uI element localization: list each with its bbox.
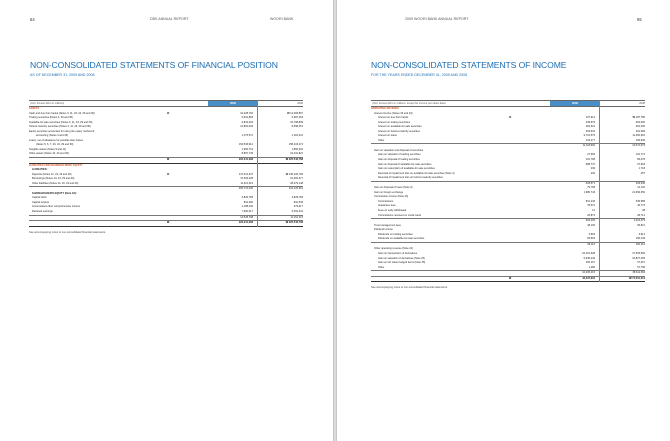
row-label: Borrowings (Notes 13, 24, 29 and 30): [32, 177, 75, 181]
value-2008: 481,296: [635, 125, 645, 129]
row-label: Gain on fair value hedged items (Note 25): [378, 261, 426, 265]
value-2009: 249,579: [585, 120, 595, 124]
row-label: Gain on redemption of available-for-sale securities: [378, 167, 435, 171]
value-2008: 57,796: [637, 265, 645, 269]
row-label: Interest on available-for-sale securities: [378, 125, 422, 129]
row-label: Gain on transactions of derivatives: [378, 251, 418, 255]
page-number: 64: [30, 17, 35, 22]
row-label: Gain on disposal of trading securities: [378, 158, 420, 162]
row-label: Cash and due from banks (Notes 3, 11, 23, 24, 29 and 30): [29, 111, 95, 115]
value-2008: ₩ 74,501,216: [629, 276, 645, 280]
row-label: Other: [378, 138, 385, 142]
value-2008: ₩ 225,546,788: [285, 221, 303, 225]
value-2008: 196,936: [635, 138, 645, 142]
value-2009: 454,632: [585, 129, 595, 133]
value-2008: ₩ 14,483,867: [287, 111, 303, 115]
row-label: Gain on valuation of trading securities: [378, 153, 421, 157]
row-label: Interest on held-to-maturity securities: [378, 129, 420, 133]
value-2009: 6,691,893: [241, 116, 253, 120]
value-2008: 13,072,973: [632, 144, 645, 148]
statement-subtitle: AS OF DECEMBER 31, 2009 AND 2008: [30, 73, 95, 77]
value-2008: 28,479,148: [290, 181, 303, 185]
row-label: Commissions received on credit cards: [378, 213, 422, 217]
row-label: Deposits (Notes 12, 24, 29 and 30): [32, 172, 72, 176]
row-label: Other: [378, 265, 385, 269]
value-2009: 239: [590, 167, 595, 171]
row-label: Equity securities accounted for using the equity method of: [29, 129, 95, 133]
value-2009: 10,028,766: [240, 111, 253, 115]
row-label: Other assets (Notes 10, 24 and 29): [29, 152, 69, 156]
value-2008: 28,712: [637, 213, 645, 217]
value-2009: 48,106: [587, 223, 595, 227]
row-label: Reversal of impairment loss on available-for-sale securities (Note 4): [378, 171, 455, 175]
table-body: [371, 107, 645, 282]
value-2009: 69,116: [587, 242, 595, 246]
statement-title: NON-CONSOLIDATED STATEMENTS OF INCOME: [371, 60, 567, 70]
value-2008: ₩ 225,546,788: [285, 158, 303, 162]
row-label: Other operating revenue (Note 24): [374, 247, 413, 251]
value-2008: 14,102: [637, 186, 645, 190]
value-2009: 147,041,347: [238, 172, 253, 176]
value-2008: 679,617: [293, 205, 303, 209]
statement-subtitle: FOR THE YEARS ENDED DECEMBER 31, 2009 AND 2008: [371, 73, 468, 77]
row-label: Interest on trading securities: [378, 120, 410, 124]
currency-symbol: ₩: [509, 117, 512, 120]
current-year-column-rule: [599, 100, 600, 282]
value-2009: 810,260: [243, 200, 253, 204]
value-2009: 222,241,398: [238, 221, 253, 225]
value-2008: 67,963: [637, 162, 645, 166]
row-label: Other liabilities (Notes 14, 16, 24 and 29): [32, 181, 79, 185]
row-label: Capital surplus: [32, 200, 49, 204]
value-2009: 3,553: [588, 232, 595, 236]
statement-title: NON-CONSOLIDATED STATEMENTS OF FINANCIAL POSITION: [30, 60, 278, 70]
column-header-2009: 2009: [550, 101, 600, 106]
value-2008: 8,058,451: [291, 125, 303, 129]
value-2008: ₩ 136,100,796: [285, 172, 303, 176]
value-2009: 154,533,912: [238, 143, 253, 147]
value-2008: 6,687,463: [291, 116, 303, 120]
currency-symbol: ₩: [509, 277, 512, 280]
value-2008: 11,151,215: [290, 215, 303, 219]
value-2008: 6,302,431: [291, 210, 303, 214]
row-label: Gain on disposal of available-for-sale securities: [378, 162, 432, 166]
table-header: [371, 100, 645, 107]
row-label: Reversal of impairment loss on held-to-maturity securities: [378, 176, 443, 180]
row-label: Dividend income: [374, 228, 393, 232]
value-2008: 57,467: [637, 261, 645, 265]
row-label: Available-for-sale securities (Notes 4, 11, 23, 29 and 30): [29, 120, 93, 124]
value-2008: 810,545: [293, 200, 303, 204]
income-statement-table: [371, 100, 645, 282]
value-2008: 1,181,641: [291, 134, 303, 138]
row-label: Accumulated other comprehensive income: [32, 205, 81, 209]
value-2008: 639,586: [635, 199, 645, 203]
row-label: Gain on foreign exchange: [374, 190, 404, 194]
value-2009: 119,277: [585, 138, 595, 142]
value-2009: 1,280: [588, 265, 595, 269]
row-label: Fees on early withdrawal: [378, 209, 407, 213]
table-row: [29, 220, 303, 227]
value-2009: 101,768: [585, 158, 595, 162]
value-2009: 1,275,572: [241, 134, 253, 138]
value-2009: 16,405,215: [582, 271, 595, 275]
row-label: Trust management fees: [374, 223, 401, 227]
value-2009: 12: [592, 209, 595, 213]
value-2008: 110,774: [635, 153, 645, 157]
value-2008: 263,036: [635, 181, 645, 185]
row-label: Dividends on available-for-sale securities: [378, 237, 425, 241]
value-2009: 79,768: [587, 186, 595, 190]
value-2008: 160,161: [635, 242, 645, 246]
row-label: Commission income (Note 24): [374, 195, 409, 199]
row-label: Dividends on trading securities: [378, 232, 413, 236]
row-label: Interest income (Notes 23 and 24): [374, 111, 413, 115]
value-2009: 1,984,719: [241, 147, 253, 151]
row-label: ASSETS: [29, 107, 40, 110]
row-label: (Notes 5, 6, 7, 23, 24, 29 and 30): [36, 143, 74, 147]
row-label: accounting (Notes 4 and 29): [36, 134, 68, 138]
value-2008: 1,850,931: [291, 147, 303, 151]
row-label: Capital stock: [32, 196, 47, 200]
value-2009: 3,829,783: [241, 196, 253, 200]
value-2008: 457: [640, 171, 645, 175]
row-label: OPERATING REVENUE: [371, 107, 399, 110]
value-2008: 3,912: [638, 232, 645, 236]
value-2008: ₩ 187,780: [632, 116, 645, 120]
currency-symbol: ₩: [167, 159, 170, 162]
value-2009: 65,563: [587, 237, 595, 241]
value-2008: 158,103,274: [288, 143, 303, 147]
footnote: See accompanying notes to non-consolidated financial statements.: [29, 230, 106, 234]
value-2008: 1,718: [638, 167, 645, 171]
table-header: [29, 100, 303, 107]
value-2008: 83,078: [637, 158, 645, 162]
running-header: 2009 WOORI BANK ANNUAL REPORT: [405, 17, 469, 21]
value-2009: 205,713,030: [238, 187, 253, 191]
value-2009: 78,074: [587, 204, 595, 208]
currency-symbol: ₩: [167, 173, 170, 176]
value-2008: 21,609,350: [632, 190, 645, 194]
value-2009: 27,656: [587, 153, 595, 157]
value-2009: 11,321,415: [240, 181, 253, 185]
currency-symbol: ₩: [167, 112, 170, 115]
row-label: Trading securities (Notes 4, 29 and 30): [29, 116, 73, 120]
value-2009: 26,873: [587, 213, 595, 217]
column-header-2008: 2008: [297, 102, 303, 105]
value-2009: 13,528,798: [240, 215, 253, 219]
value-2009: 8,867,749: [241, 152, 253, 156]
footnote: See accompanying notes to non-consolidated financial statements.: [371, 286, 448, 290]
value-2008: 291,999: [635, 129, 645, 133]
table-body: [29, 107, 303, 227]
value-2009: 606,205: [585, 219, 595, 223]
value-2008: 11,450,962: [632, 134, 645, 138]
unit-label: (Unit: Korean Won in millions): [30, 102, 65, 105]
table-row: [371, 276, 645, 283]
financial-position-table: [29, 100, 303, 227]
row-label: Gain on valuation and disposal of securities: [374, 148, 424, 152]
value-2009: 222,241,398: [238, 158, 253, 162]
value-2008: 1,015,379: [633, 219, 645, 223]
value-2008: 16,431,822: [290, 152, 303, 156]
row-label: Held-to-maturity securities (Notes 4, 11, 23, 29 and 30): [29, 125, 91, 129]
row-label: Tangible assets (Notes 9 and 11): [29, 147, 67, 151]
value-2009: 5,930,440: [583, 256, 595, 260]
row-label: Guarantee fees: [378, 204, 396, 208]
value-2009: 10,291,328: [582, 251, 595, 255]
row-label: LIABILITIES AND SHAREHOLDERS' EQUITY: [29, 163, 83, 167]
value-2009: 9,844,323: [241, 120, 253, 124]
row-label: Interest on due from banks: [378, 116, 409, 120]
value-2008: 27,653,596: [632, 251, 645, 255]
row-label: Gain on valuation of derivatives (Note 25): [378, 256, 425, 260]
value-2009: 11,118,900: [582, 144, 595, 148]
row-label: Loans, net of allowance for possible loan losses: [29, 138, 83, 142]
value-2008: 65,821: [637, 223, 645, 227]
value-2009: 9,701,575: [583, 134, 595, 138]
value-2009: 7,960,017: [241, 210, 253, 214]
running-header: DBS ANNUAL REPORT: [150, 17, 189, 21]
value-2009: 182,167: [585, 261, 595, 265]
value-2008: 61,302,677: [290, 177, 303, 181]
value-2009: 12,862,034: [240, 125, 253, 129]
column-header-2008: 2008: [639, 102, 645, 105]
value-2008: 46,773: [637, 204, 645, 208]
value-2008: 38: [642, 209, 645, 213]
value-2008: 364,060: [635, 120, 645, 124]
value-2009: 47,363,228: [240, 177, 253, 181]
value-2008: 156,249: [635, 237, 645, 241]
value-2009: 501,246: [585, 199, 595, 203]
value-2009: 42,037,934: [582, 276, 595, 280]
value-2008: 38,611,384: [632, 271, 645, 275]
value-2009: 518,571: [585, 181, 595, 185]
currency-symbol: ₩: [167, 222, 170, 225]
value-2008: 3,829,783: [291, 196, 303, 200]
unit-label: (Unit: Korean Won in millions, except for income per share data): [372, 102, 446, 105]
left-page: [0, 0, 333, 441]
value-2009: 1,188,240: [241, 205, 253, 209]
current-year-column-rule: [257, 100, 258, 227]
row-label: Commissions: [378, 199, 394, 203]
row-label: Retained earnings: [32, 210, 53, 214]
page-number: 65: [637, 17, 642, 22]
row-label: Interest on loans: [378, 134, 397, 138]
value-2009: 1,980,743: [583, 190, 595, 194]
value-2008: 215,126,691: [288, 187, 303, 191]
value-2008: 10,827,256: [632, 256, 645, 260]
value-2009: 230: [590, 171, 595, 175]
row-label: SHAREHOLDER'S EQUITY (Note 18):: [32, 191, 77, 195]
right-page: [337, 0, 670, 441]
value-2009: 107,914: [585, 116, 595, 120]
row-label: Gain on disposal of loans (Note 6): [374, 186, 413, 190]
value-2009: 388,747: [585, 162, 595, 166]
column-header-2009: 2009: [208, 101, 258, 106]
value-2008: 10,798,839: [290, 120, 303, 124]
value-2009: 481,522: [585, 125, 595, 129]
row-label: LIABILITIES:: [32, 168, 48, 172]
running-header-right: WOORI BANK: [270, 17, 294, 21]
